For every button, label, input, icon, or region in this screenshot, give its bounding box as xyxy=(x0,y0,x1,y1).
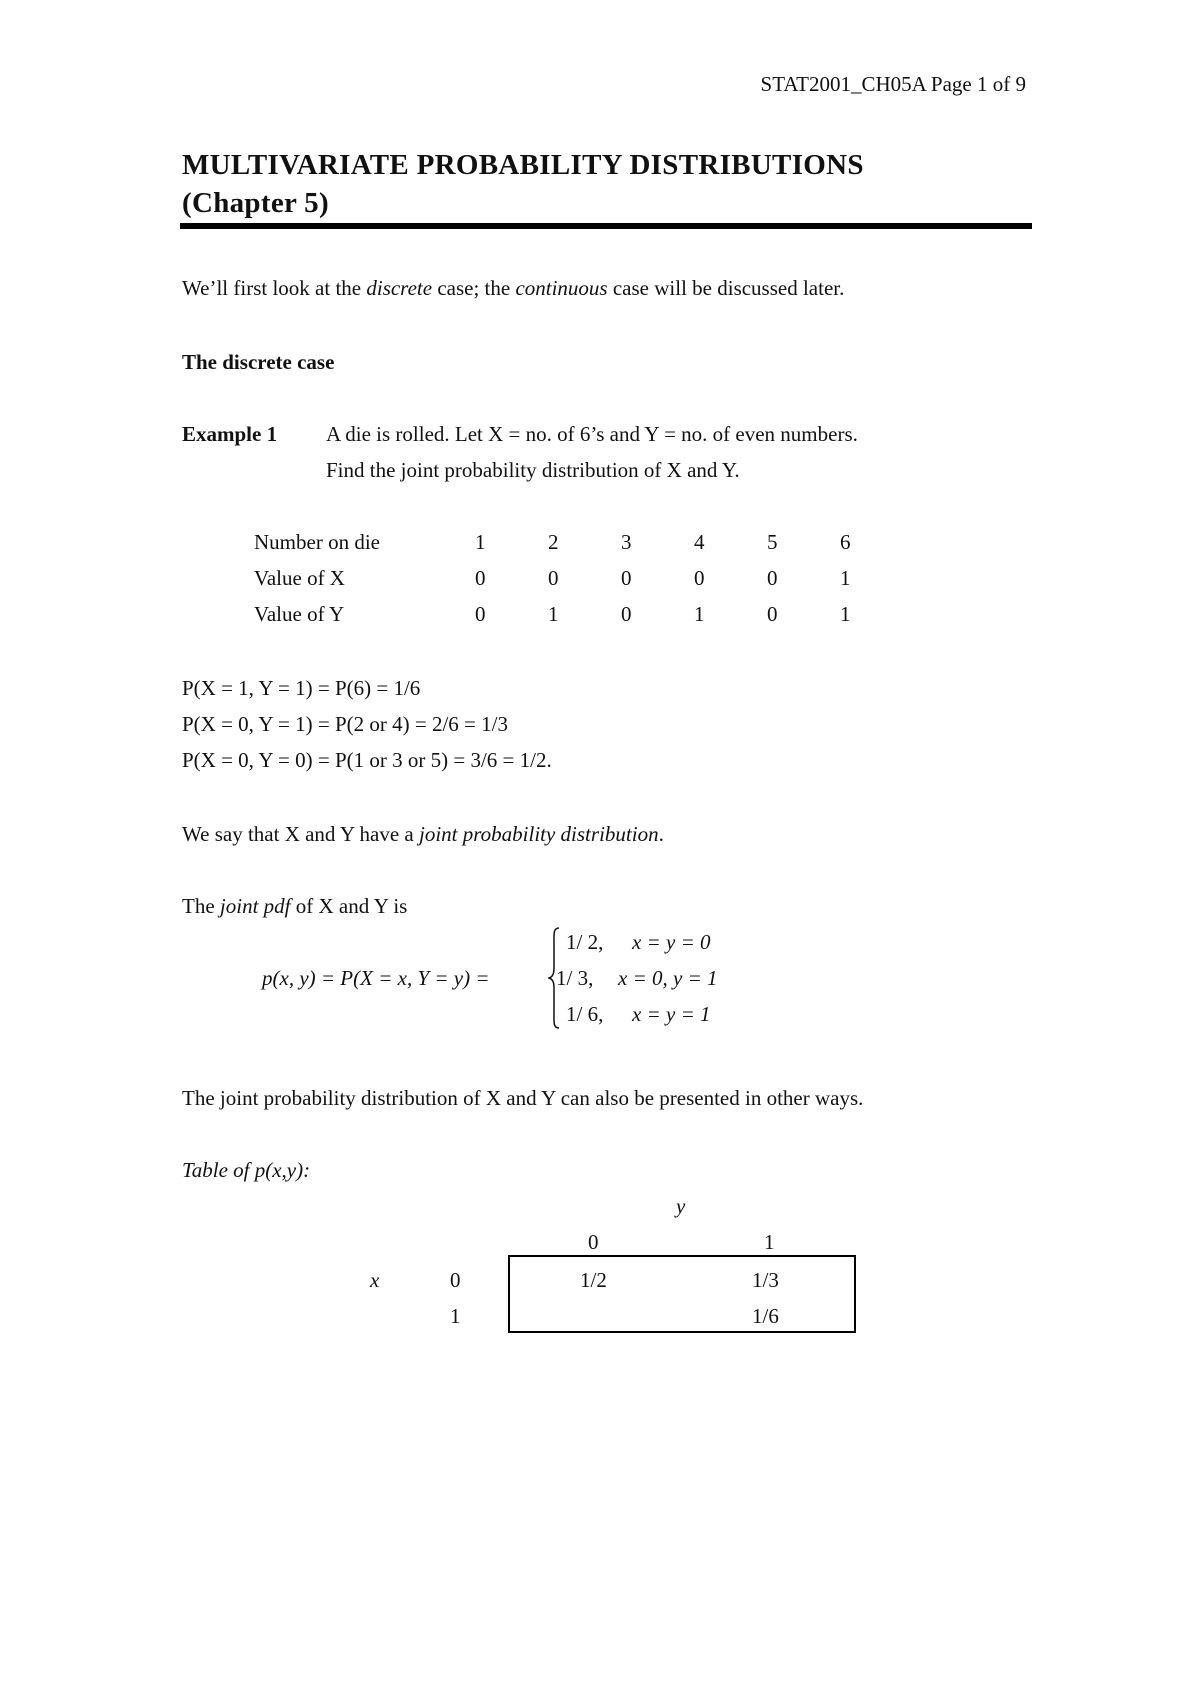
pxy-col-header-1: 1 xyxy=(764,1230,775,1254)
intro-text-2: case; the xyxy=(432,276,516,300)
pxy-caption: Table of p(x,y): xyxy=(182,1158,311,1182)
die-cell: 0 xyxy=(694,566,705,590)
pdf-case-3-cond: x = y = 1 xyxy=(632,1002,711,1026)
section-heading: The discrete case xyxy=(182,350,335,374)
pdf-text-1: The xyxy=(182,894,220,918)
die-cell: 1 xyxy=(840,566,851,590)
intro-text-3: case will be discussed later. xyxy=(607,276,845,300)
title-divider xyxy=(180,223,1032,229)
other-ways-sentence: The joint probability distribution of X and Y can also be presented in other ways. xyxy=(182,1086,864,1110)
die-cell: 0 xyxy=(621,566,632,590)
pxy-col-header-0: 0 xyxy=(588,1230,599,1254)
die-cell: 3 xyxy=(621,530,632,554)
die-cell: 1 xyxy=(548,602,559,626)
pxy-row-label-0: 0 xyxy=(450,1268,461,1292)
pdf-case-1-value: 1/ 2, xyxy=(566,930,604,954)
die-cell: 0 xyxy=(475,566,486,590)
intro-discrete: discrete xyxy=(366,276,433,300)
die-cell: 2 xyxy=(548,530,559,554)
pdf-intro xyxy=(182,894,407,919)
pxy-row-var: x xyxy=(370,1268,380,1292)
die-cell: 0 xyxy=(767,602,778,626)
pdf-emphasis: joint pdf xyxy=(219,894,291,918)
title-line-2: (Chapter 5) xyxy=(182,187,329,219)
die-cell: 6 xyxy=(840,530,851,554)
die-cell: 0 xyxy=(621,602,632,626)
pdf-text-2: of X and Y is xyxy=(290,894,408,918)
die-cell: 0 xyxy=(767,566,778,590)
pxy-cell: 1/2 xyxy=(580,1268,607,1292)
pxy-col-var: y xyxy=(676,1194,686,1218)
pdf-case-2-cond: x = 0, y = 1 xyxy=(618,966,718,990)
die-cell: 0 xyxy=(548,566,559,590)
pdf-case-1-cond: x = y = 0 xyxy=(632,930,711,954)
intro-text-1: We’ll first look at the xyxy=(182,276,367,300)
intro-continuous: continuous xyxy=(515,276,608,300)
pxy-cell: 1/6 xyxy=(752,1304,779,1328)
page-title xyxy=(182,146,864,222)
die-row-label: Value of X xyxy=(254,566,345,590)
joint-emphasis: joint probability distribution xyxy=(419,822,659,846)
die-cell: 5 xyxy=(767,530,778,554)
example-label: Example 1 xyxy=(182,422,278,446)
intro-paragraph xyxy=(182,276,844,301)
die-cell: 1 xyxy=(475,530,486,554)
pxy-row-label-1: 1 xyxy=(450,1304,461,1328)
die-cell: 1 xyxy=(840,602,851,626)
die-row-label: Number on die xyxy=(254,530,380,554)
example-line-2: Find the joint probability distribution of X and Y. xyxy=(326,458,740,482)
joint-text-1: We say that X and Y have a xyxy=(182,822,419,846)
example-line-1: A die is rolled. Let X = no. of 6’s and Y = no. of even numbers. xyxy=(326,422,858,446)
prob-line-3: P(X = 0, Y = 0) = P(1 or 3 or 5) = 3/6 = 1/2. xyxy=(182,748,552,772)
pxy-cell: 1/3 xyxy=(752,1268,779,1292)
die-row-label: Value of Y xyxy=(254,602,345,626)
page-header: STAT2001_CH05A Page 1 of 9 xyxy=(760,72,1026,96)
pdf-case-3-value: 1/ 6, xyxy=(566,1002,604,1026)
prob-line-1: P(X = 1, Y = 1) = P(6) = 1/6 xyxy=(182,676,421,700)
prob-line-2: P(X = 0, Y = 1) = P(2 or 4) = 2/6 = 1/3 xyxy=(182,712,508,736)
die-cell: 0 xyxy=(475,602,486,626)
joint-sentence xyxy=(182,822,664,847)
joint-text-2: . xyxy=(658,822,664,846)
die-cell: 1 xyxy=(694,602,705,626)
die-cell: 4 xyxy=(694,530,705,554)
pdf-case-2-value: 1/ 3, xyxy=(556,966,594,990)
title-line-1: MULTIVARIATE PROBABILITY DISTRIBUTIONS xyxy=(182,149,864,181)
pdf-lhs: p(x, y) = P(X = x, Y = y) = xyxy=(262,966,490,990)
pxy-table-border xyxy=(508,1255,856,1333)
